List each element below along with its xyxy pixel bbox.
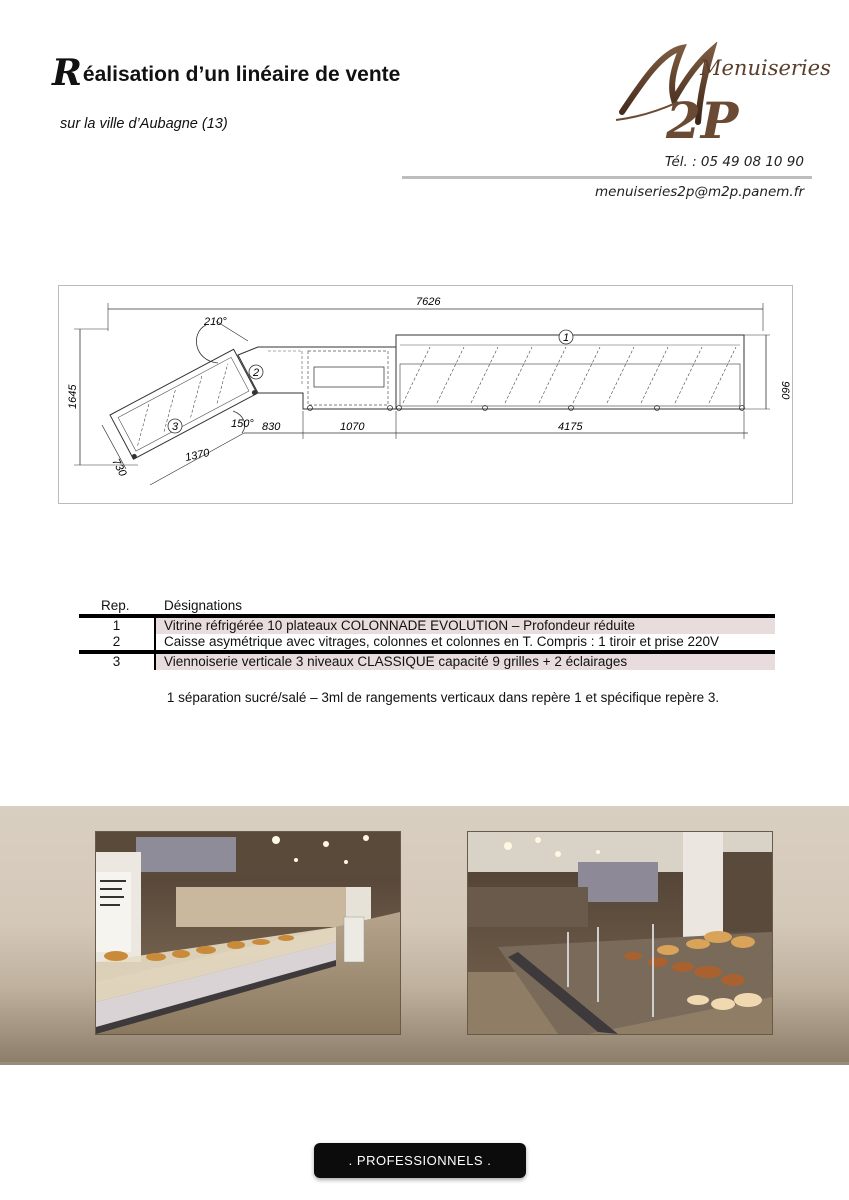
row-rep: 1 (112, 618, 121, 633)
header-rep: Rep. (101, 598, 130, 613)
dim-total: 7626 (416, 296, 441, 308)
table-row (79, 634, 775, 650)
mark-3: 3 (172, 421, 179, 433)
dim-1070: 1070 (340, 421, 365, 433)
dim-left: 1645 (67, 384, 79, 409)
dim-4175: 4175 (558, 421, 583, 433)
dim-right: 960 (779, 381, 791, 400)
row-designation: Viennoiserie verticale 3 niveaux CLASSIQUE capacité 9 grilles + 2 éclairages (154, 654, 775, 670)
row-rep: 2 (112, 634, 121, 649)
designations-table (79, 597, 775, 670)
header-designations: Désignations (164, 598, 243, 613)
table-row (79, 654, 775, 670)
mark-1: 1 (563, 332, 570, 344)
row-rep: 3 (112, 654, 121, 669)
mark-2: 2 (253, 367, 260, 379)
table-header (79, 597, 775, 614)
bakery-photo-right (467, 831, 773, 1035)
email-address: menuiseries2p@m2p.panem.fr (594, 184, 804, 200)
angle-150: 150° (231, 418, 254, 430)
page-title (52, 52, 400, 94)
header-divider (402, 176, 812, 179)
table-note: 1 séparation sucré/salé – 3ml de rangements verticaux dans repère 1 et spécifique repère 3. (166, 690, 720, 705)
photo-band-edge (0, 1062, 849, 1065)
dim-830: 830 (262, 421, 281, 433)
floor-plan-drawing (58, 285, 791, 502)
dim-depth: 730 (109, 456, 129, 479)
title-text: éalisation d’un linéaire de vente (82, 63, 401, 86)
logo-2p-mark: 2P (666, 91, 739, 146)
professionnels-button[interactable]: . PROFESSIONNELS . (314, 1143, 526, 1178)
angle-210: 210° (204, 316, 227, 328)
dim-diag: 1370 (184, 447, 211, 464)
phone-number: Tél. : 05 49 08 10 90 (664, 154, 804, 170)
title-drop-cap: R (52, 52, 82, 94)
bakery-photo-left (95, 831, 401, 1035)
table-row (79, 618, 775, 634)
logo-wordmark: Menuiseries (700, 56, 831, 80)
row-designation: Caisse asymétrique avec vitrages, colonnes et colonnes en T. Compris : 1 tiroir et prise 220V (154, 634, 775, 650)
page-subtitle: sur la ville d’Aubagne (13) (60, 116, 228, 132)
row-designation: Vitrine réfrigérée 10 plateaux COLONNADE EVOLUTION – Profondeur réduite (154, 618, 775, 634)
